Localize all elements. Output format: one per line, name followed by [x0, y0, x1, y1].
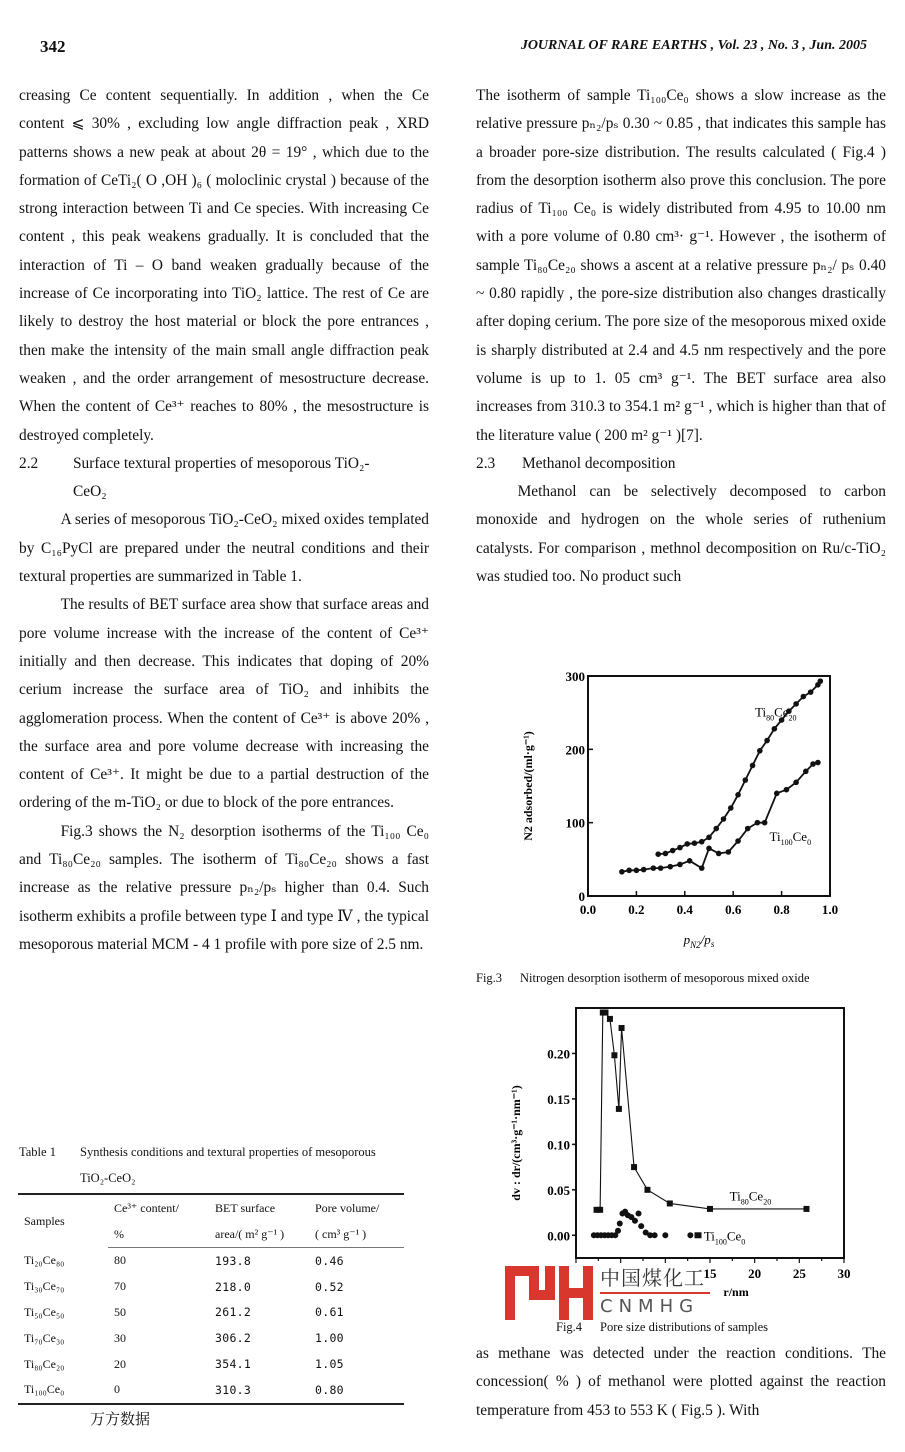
paragraph: creasing Ce content sequentially. In addition , when the Ce content ⩽ 30% , excluding low angle diffraction peak , XRD patterns shows a new peak at about 2θ = 19° , which due to the formation of CeTi₂( O ,OH )₆ ( moloclinic crystal ) because of the strong interaction between Ti and Ce species. With increasing Ce content , this peak weakens gradually. It is concluded that the interaction of Ti – O band weaken gradually because of the increase of Ce incorporating into TiO₂ lattice. The rest of Ce are likely to destroy the host material or block the pore entrances , then make the intensity of the main small angle diffraction peak weaken , and the order arrangement of mesostructure decrease. When the content of Ce³⁺ reaches to 80% , the mesostructure is destroyed completely.	[19, 87, 429, 444]
legend-marker-ti100ce0	[694, 1232, 701, 1238]
y-tick-label: 0	[578, 889, 585, 904]
data-point-Ti100Ce0	[662, 1232, 668, 1238]
data-point-Ti80Ce20	[619, 1025, 625, 1031]
y-tick-label: 0.20	[547, 1046, 570, 1062]
data-point-Ti100Ce0	[617, 1220, 623, 1226]
fig4-caption	[556, 1320, 768, 1335]
col-header-ce-content: Ce³⁺ content/	[108, 1194, 209, 1221]
data-point-Ti100Ce0	[677, 862, 683, 868]
data-point-Ti80Ce20	[655, 851, 661, 857]
annotation-rest: Ce	[748, 1188, 764, 1204]
fig3-isotherm-chart	[510, 662, 850, 957]
data-point-Ti80Ce20	[713, 826, 719, 832]
series-line-Ti80Ce20	[597, 1013, 807, 1210]
data-point-Ti100Ce0	[634, 868, 640, 874]
data-point-Ti100Ce0	[638, 1223, 644, 1229]
fig3-label: Fig.3	[476, 971, 503, 985]
page-number: 342	[40, 37, 66, 56]
data-point-Ti100Ce0	[815, 760, 821, 766]
data-point-Ti80Ce20	[728, 805, 734, 811]
cell-sample: Ti₁₀₀Ce₀	[18, 1377, 108, 1404]
right-column	[476, 82, 886, 591]
data-point-Ti80Ce20	[699, 839, 705, 845]
data-point-Ti80Ce20	[706, 835, 712, 841]
cell-ce: 50	[114, 1304, 126, 1319]
data-point-Ti80Ce20	[597, 1207, 603, 1213]
journal-header: JOURNAL OF RARE EARTHS , Vol. 23 , No. 3 , Jun. 2005	[520, 38, 867, 53]
cell-ce: 0	[108, 1377, 209, 1404]
data-point-Ti100Ce0	[687, 1232, 693, 1238]
annotation-sub: 20	[788, 713, 797, 723]
cell-sample: Ti₇₀Ce₃₀	[24, 1330, 65, 1345]
x-tick-label: 0.2	[628, 902, 645, 917]
paragraph: as methane was detected under the reaction conditions. The concession( % ) of methanol were plotted against the reaction temperature from 453 to 553 K ( Fig.5 ). With	[476, 1345, 886, 1419]
data-point-Ti100Ce0	[619, 869, 625, 875]
data-point-Ti100Ce0	[745, 826, 751, 832]
data-point-Ti80Ce20	[764, 738, 770, 744]
data-point-Ti100Ce0	[651, 865, 657, 871]
data-point-Ti100Ce0	[793, 780, 799, 786]
cell-sample: Ti₈₀Ce₂₀	[24, 1356, 65, 1371]
y-tick-label: 0.05	[547, 1182, 570, 1198]
table-row	[18, 1248, 404, 1274]
x-tick-label: 20	[748, 1266, 762, 1281]
fig3-caption	[476, 971, 810, 986]
data-point-Ti80Ce20	[757, 748, 763, 754]
annotation-ti80ce20: $Ti_{80}Ce_{20}$	[754, 704, 797, 723]
data-point-Ti100Ce0	[774, 791, 780, 797]
cell-bet: 306.2	[215, 1331, 252, 1346]
cell-ce: 20	[114, 1356, 126, 1371]
cell-ce: 70	[114, 1279, 126, 1294]
cell-ce: 30	[114, 1330, 126, 1345]
section-title-continued: CeO₂	[73, 483, 107, 501]
table-row	[18, 1274, 404, 1300]
y-tick-label: 0.15	[547, 1091, 570, 1107]
cell-pore: 1.00	[315, 1331, 344, 1346]
cell-bet: 354.1	[215, 1357, 252, 1372]
y-tick-label: 0.00	[547, 1228, 570, 1244]
annotation-sub: 20	[763, 1197, 772, 1207]
col-header-bet-unit: area/( m² g⁻¹ )	[209, 1221, 309, 1248]
data-point-Ti100Ce0	[726, 849, 732, 855]
right-column-continued	[476, 1340, 886, 1425]
section-number: 2.3	[476, 454, 496, 472]
annotation-sub: 80	[740, 1197, 749, 1207]
col-header-ce-unit: %	[108, 1221, 209, 1248]
data-point-Ti100Ce0	[784, 787, 790, 793]
data-point-Ti80Ce20	[750, 763, 756, 769]
table-caption-text: Synthesis conditions and textural properties of mesoporous	[80, 1145, 376, 1159]
y-tick-label: 300	[565, 669, 585, 684]
data-point-Ti80Ce20	[607, 1016, 613, 1022]
x-tick-label: 30	[837, 1266, 851, 1281]
cnmhg-logo	[505, 1262, 735, 1322]
x-tick-label: 25	[792, 1266, 806, 1281]
data-point-Ti80Ce20	[602, 1010, 608, 1016]
data-point-Ti100Ce0	[735, 838, 741, 844]
data-point-Ti80Ce20	[743, 777, 749, 783]
data-point-Ti80Ce20	[808, 689, 814, 695]
cell-bet: 310.3	[209, 1377, 309, 1404]
table-row	[18, 1351, 404, 1377]
x-axis-label-rest: /p	[700, 932, 711, 947]
data-point-Ti80Ce20	[803, 1206, 809, 1212]
table-label: Table 1	[19, 1145, 56, 1159]
data-point-Ti80Ce20	[670, 848, 676, 854]
data-point-Ti80Ce20	[692, 840, 698, 846]
annotation-rest: Ce	[726, 1228, 742, 1244]
annotation-ti100ce0: $Ti_{100}Ce_0$	[769, 829, 812, 847]
data-point-Ti100Ce0	[641, 867, 647, 873]
cell-bet: 193.8	[215, 1253, 252, 1268]
x-axis-label-sub: N2	[690, 940, 701, 950]
data-point-Ti80Ce20	[611, 1052, 617, 1058]
data-point-Ti100Ce0	[762, 820, 768, 826]
paragraph: The isotherm of sample Ti₁₀₀Ce₀ shows a slow increase as the relative pressure pₙ₂/pₛ 0.30 ~ 0.85 , that indicates this sample has a broader pore-size distribution. The results calculated ( Fig.4 ) from the desorption isotherm also prove this conclusion. The pore radius of Ti₁₀₀ Ce₀ is widely distributed from 4.95 to 10.00 nm with a pore volume of 0.80 cm³· g⁻¹. However , the isotherm of sample Ti₈₀Ce₂₀ shows a ascent at a relative pressure pₙ₂/ pₛ 0.40 ~ 0.80 rapidly , the pore-size distribution also changes drastically after doping cerium. The pore size of the mesoporous mixed oxide is sharply distributed at 2.4 and 4.5 nm respectively and the pore volume is up to 1. 05 cm³ g⁻¹. The BET surface area also increases from 310.3 to 354.1 m² g⁻¹ , which is higher than that of the literature value ( 200 m² g⁻¹ )[7].	[476, 87, 886, 444]
data-point-Ti100Ce0	[636, 1210, 642, 1216]
annotation-sub: 0	[807, 838, 812, 847]
data-point-Ti80Ce20	[818, 678, 824, 684]
cell-bet: 261.2	[215, 1305, 252, 1320]
section-title: Surface textural properties of mesoporous TiO₂-	[73, 454, 370, 472]
x-tick-label: 0.8	[773, 902, 790, 917]
table-row	[18, 1325, 404, 1351]
wanfang-watermark: 万方数据	[90, 1410, 151, 1428]
section-title: Methanol decomposition	[522, 454, 676, 472]
data-point-Ti80Ce20	[663, 851, 669, 857]
data-point-Ti80Ce20	[644, 1187, 650, 1193]
cell-sample: Ti₅₀Ce₅₀	[24, 1304, 65, 1319]
paragraph: Fig.3 shows the N₂ desorption isotherms of the Ti₁₀₀ Ce₀ and Ti₈₀Ce₂₀ samples. The isotherm of Ti₈₀Ce₂₀ shows a fast increase as the relative pressure pₙ₂/pₛ higher than 0.4. Such isotherm exhibits a profile between type Ⅰ and type Ⅳ , the typical mesoporous material MCM - 4 1 profile with pore size of 2.5 nm.	[19, 822, 429, 953]
data-point-Ti80Ce20	[707, 1206, 713, 1212]
cell-ce: 80	[114, 1253, 126, 1268]
annotation-ti100ce0: $Ti_{100}Ce_0$	[703, 1228, 746, 1247]
fig3-caption-text: Nitrogen desorption isotherm of mesoporous mixed oxide	[520, 971, 810, 985]
data-point-Ti100Ce0	[810, 761, 816, 767]
x-tick-label: 0.0	[579, 902, 597, 917]
annotation-rest: Ce	[774, 704, 789, 720]
x-axis-label: r/nm	[723, 1285, 749, 1299]
annotation-sub: 100	[780, 838, 793, 847]
data-point-Ti80Ce20	[616, 1106, 622, 1112]
x-tick-label: 0.6	[725, 902, 742, 917]
data-point-Ti100Ce0	[658, 865, 664, 871]
data-point-Ti80Ce20	[735, 792, 741, 798]
data-point-Ti80Ce20	[772, 726, 778, 732]
x-axis-label-sub: s	[710, 939, 715, 949]
fig4-label: Fig.4	[556, 1320, 583, 1334]
cell-bet: 218.0	[215, 1279, 252, 1294]
cell-pore: 0.61	[315, 1305, 344, 1320]
data-point-Ti100Ce0	[755, 820, 761, 826]
x-axis-label: $p_{N2}/p_s$	[683, 932, 715, 950]
logo-english-text: CNMHG	[600, 1296, 700, 1317]
mh-logo-icon	[505, 1262, 595, 1322]
data-point-Ti100Ce0	[687, 858, 693, 864]
plot-frame	[576, 1008, 844, 1258]
annotation-sub: 0	[741, 1237, 746, 1247]
data-point-Ti80Ce20	[631, 1164, 637, 1170]
data-point-Ti100Ce0	[699, 865, 705, 871]
col-header-bet: BET surface	[209, 1194, 309, 1221]
data-point-Ti100Ce0	[632, 1218, 638, 1224]
section-number: 2.2	[19, 454, 39, 472]
annotation-sub: 100	[714, 1237, 727, 1247]
cell-pore: 0.46	[315, 1253, 344, 1268]
y-axis-label: dv : dr/(cm³·g⁻¹·nm⁻¹)	[509, 1085, 523, 1201]
table-row	[18, 1300, 404, 1326]
data-point-Ti80Ce20	[721, 816, 727, 822]
cell-pore: 0.52	[315, 1279, 344, 1294]
data-point-Ti80Ce20	[801, 694, 807, 700]
data-point-Ti80Ce20	[684, 841, 690, 847]
data-point-Ti80Ce20	[793, 701, 799, 707]
logo-divider	[600, 1292, 710, 1294]
section-heading-2-2	[19, 450, 429, 478]
table-textural-properties	[18, 1193, 404, 1405]
col-header-pore: Pore volume/	[309, 1194, 404, 1221]
cell-sample: Ti₂₀Ce₈₀	[24, 1253, 65, 1268]
data-point-Ti100Ce0	[652, 1232, 658, 1238]
x-tick-label: 0.4	[676, 902, 693, 917]
data-point-Ti80Ce20	[667, 1200, 673, 1206]
col-header-pore-unit: ( cm³ g⁻¹ )	[309, 1221, 404, 1248]
cell-pore: 1.05	[315, 1357, 344, 1372]
plot-frame	[588, 676, 830, 896]
cell-sample: Ti₃₀Ce₇₀	[24, 1279, 65, 1294]
table-caption	[19, 1139, 429, 1191]
table-row	[18, 1377, 404, 1404]
y-tick-label: 100	[565, 815, 585, 831]
data-point-Ti100Ce0	[716, 851, 722, 857]
annotation-rest: Ce	[792, 829, 808, 844]
data-point-Ti100Ce0	[706, 846, 712, 852]
logo-chinese-text: 中国煤化工	[600, 1266, 705, 1290]
data-point-Ti100Ce0	[626, 868, 632, 874]
paragraph: The results of BET surface area show that surface areas and pore volume increase with the increase of the content of Ce³⁺ initially and then decrease. This indicates that doping of 20% cerium increase the surface area of TiO₂ and inhibits the agglomeration process. When the content of Ce³⁺ is above 20% , the surface area and pore volume decrease with increasing the content of Ce³⁺. It might be due to a partial destruction of the ordering of the m-TiO₂ or due to block of the pore entrances.	[19, 596, 429, 812]
annotation-sub: 80	[766, 713, 775, 723]
paragraph: Methanol can be selectively decomposed to carbon monoxide and hydrogen on the whole series of ruthenium catalysts. For comparison , methnol decomposition on Ru/c-TiO₂ was studied too. No product such	[476, 483, 886, 586]
data-point-Ti100Ce0	[803, 769, 809, 775]
annotation-ti80ce20: $Ti_{80}Ce_{20}$	[729, 1188, 772, 1207]
section-heading-2-3	[476, 450, 886, 478]
paragraph: A series of mesoporous TiO₂-CeO₂ mixed oxides templated by C₁₆PyCl are prepared under the neutral conditions and their textural properties are summarized in Table 1.	[19, 511, 429, 586]
table-caption-continued: TiO₂-CeO₂	[80, 1171, 136, 1185]
fig4-caption-text: Pore size distributions of samples	[600, 1320, 769, 1334]
col-header-samples: Samples	[18, 1194, 108, 1248]
y-tick-label: 200	[565, 742, 585, 758]
x-tick-label: 1.0	[821, 902, 839, 917]
x-tick-label: 15	[703, 1266, 717, 1281]
y-axis-label: N2 adsorbed/(ml·g⁻¹)	[521, 731, 535, 841]
data-point-Ti100Ce0	[615, 1228, 621, 1234]
y-tick-label: 0.10	[547, 1137, 570, 1153]
fig4-pore-size-chart	[500, 1000, 860, 1299]
data-point-Ti100Ce0	[667, 864, 673, 870]
left-column	[19, 82, 429, 959]
data-point-Ti80Ce20	[677, 845, 683, 851]
cell-pore: 0.80	[309, 1377, 404, 1404]
